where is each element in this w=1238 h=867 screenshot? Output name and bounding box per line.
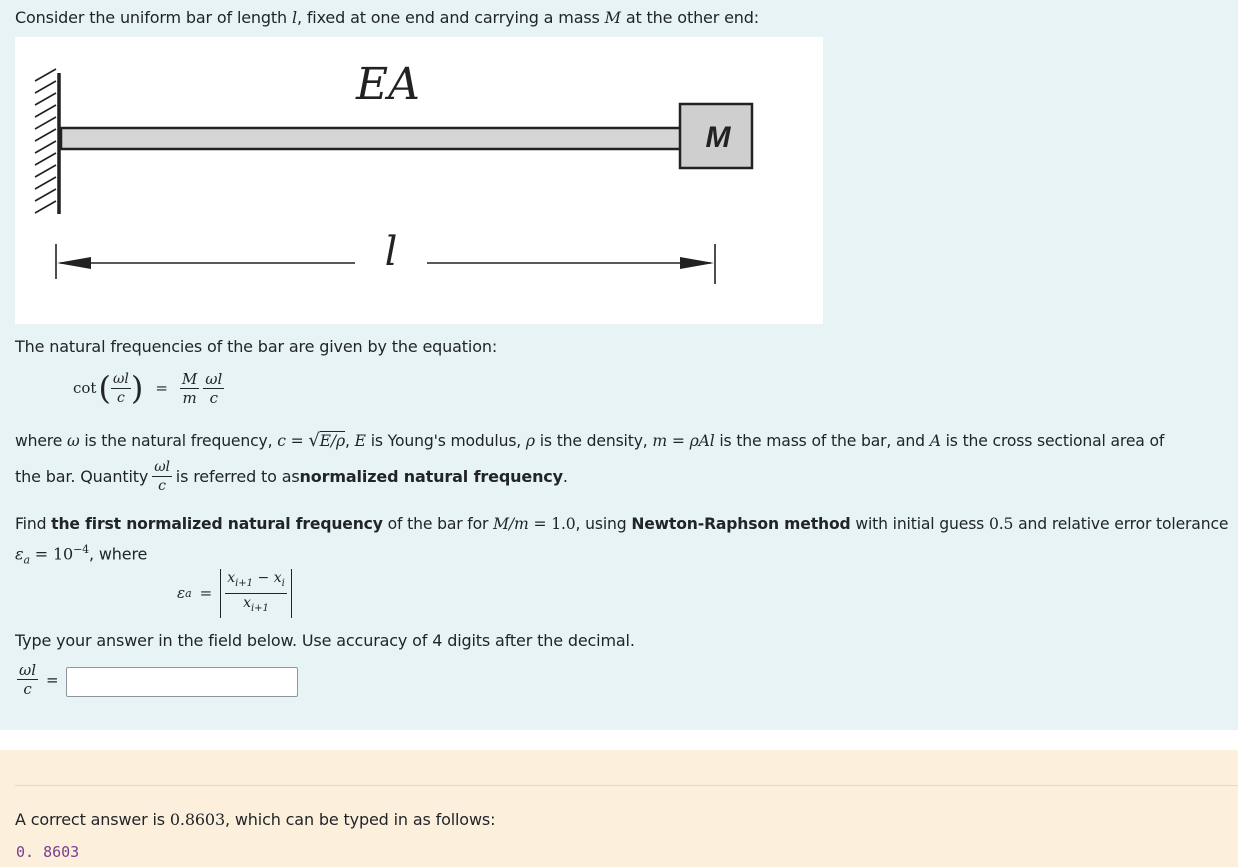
equation-equals: = <box>155 379 168 397</box>
ea-label: EA <box>356 59 420 110</box>
correct-answer-text: A correct answer is 0.8603, which can be typed in as follows: <box>15 810 496 829</box>
frequency-equation <box>73 368 224 408</box>
arrow-left-icon <box>57 257 91 269</box>
freq-intro-text: The natural frequencies of the bar are given by the equation: <box>15 337 498 356</box>
where-definitions-text: where ω is the natural frequency, c = √E/ρ, E is Young's modulus, ρ is the density, m = ρAl is the mass of the bar, and A is the cross sectional area of <box>15 430 1165 451</box>
tolerance-text: $\varepsilon_a = 10^{-4}$, where <box>15 543 148 567</box>
equation-rhs-fraction-mass: $\frac{M}{m}$ <box>181 369 198 407</box>
instruction-text: Type your answer in the field below. Use accuracy of 4 digits after the decimal. <box>15 631 635 650</box>
feedback-panel <box>0 750 1238 867</box>
cot-label: cot <box>73 379 97 397</box>
arrow-right-icon <box>680 257 714 269</box>
quantity-definition-text: the bar. Quantity $\frac{\omega l}{c}$ is referred to as normalized natural frequency . <box>15 459 568 494</box>
uniform-bar <box>61 128 681 149</box>
quantity-fraction: $\frac{\omega l}{c}$ <box>154 459 170 494</box>
bar-diagram <box>15 37 823 324</box>
relative-error-formula: ε a = $\frac{x_{i+1} - x_i}{x_{i+1}}$ <box>177 569 292 618</box>
paren-right: ) <box>130 369 144 407</box>
equation-lhs-fraction: $\frac{\omega l}{c}$ <box>112 370 129 406</box>
answer-label: $\frac{\omega l}{c}$ = <box>19 661 59 698</box>
correct-answer-code: 0. 8603 <box>16 843 80 861</box>
answer-input[interactable] <box>66 667 298 697</box>
task-text: Find the first normalized natural frequency of the bar for M/m = 1.0, using Newton-Raphson method with initial guess 0.5 and relative error tolerance <box>15 515 1229 533</box>
mass-label: M <box>705 121 731 154</box>
length-label: l <box>384 229 398 275</box>
feedback-divider <box>15 785 1238 786</box>
paren-left: ( <box>98 369 111 407</box>
fixed-wall <box>35 69 59 214</box>
bar-figure <box>15 37 823 324</box>
intro-text: Consider the uniform bar of length l, fixed at one end and carrying a mass M at the other end: <box>15 8 760 27</box>
equation-rhs-fraction-freq: $\frac{\omega l}{c}$ <box>205 369 223 407</box>
